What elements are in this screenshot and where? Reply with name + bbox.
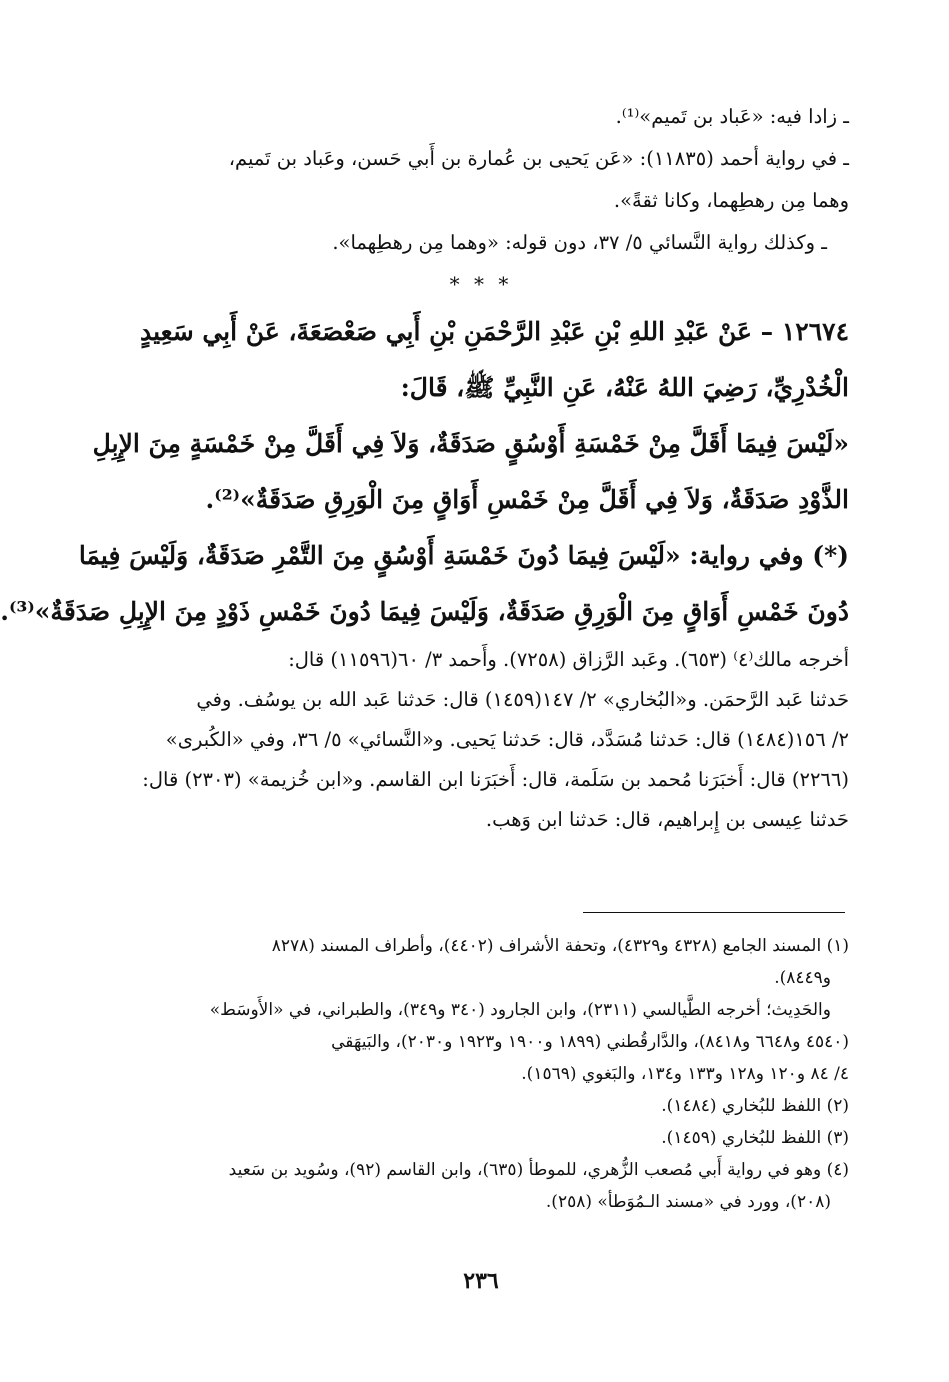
footnote-1-line-1: (١) المسند الجامع (٤٣٢٨ و٤٣٢٩)، وتحفة الأشراف (٤٤٠٢)، وأطراف المسند (٨٢٧٨ [271, 936, 849, 956]
footnote-2: (٢) اللفظ للبُخاري (١٤٨٤). [661, 1096, 849, 1116]
takhrij-line-3: ٢/ ١٥٦(١٤٨٤) قال: حَدثنا مُسَدَّد، قال: حَدثنا يَحيى. و«النَّسائي» ٥/ ٣٦، وفي «الكُبرى» [165, 728, 849, 751]
footnote-divider [583, 912, 845, 913]
footnote-1-line-5: ٤/ ٨٤ و١٢٠ و١٢٨ و١٣٣ و١٣٤، والبَغوي (١٥٦٩). [521, 1064, 849, 1084]
takhrij-line-4: (٢٢٦٦) قال: أَخبَرَنا مُحمد بن سَلَمة، قال: أَخبَرَنا ابن القاسم. و«ابن خُزيمة» (٢٣٠٣) قال: [142, 768, 849, 791]
hadith-variant-line-1: (*) وفي رواية: «لَيْسَ فِيمَا دُونَ خَمْسَةِ أَوْسُقٍ مِنَ التَّمْرِ صَدَقَةٌ، وَلَيْسَ فِيمَا [78, 541, 849, 570]
footnote-3: (٣) اللفظ للبُخاري (١٤٥٩). [661, 1128, 849, 1148]
page-number: ٢٣٦ [463, 1268, 499, 1294]
takhrij-line-5: حَدثنا عِيسى بن إِبراهيم، قال: حَدثنا ابن وَهب. [485, 808, 849, 831]
footnote-1-line-2: و٨٤٤٩). [774, 968, 831, 988]
hadith-matn-line-1: «لَيْسَ فِيمَا أَقَلَّ مِنْ خَمْسَةِ أَوْسُقٍ صَدَقَةٌ، وَلاَ فِي أَقَلَّ مِنْ خَمْسَةٍ مِنَ الإِبِلِ [92, 429, 849, 458]
footnote-1-line-4: (٤٥٤٠ و٦٦٤٨ و٨٤١٨)، والدَّارقُطني (١٨٩٩ و١٩٠٠ و١٩٢٣ و٢٠٣٠)، والبَيهَقي [331, 1032, 849, 1052]
takhrij-line-1: أخرجه مالك⁽٤⁾ (٦٥٣). وعَبد الرَّزاق (٧٢٥٨). وأَحمد ٣/ ٦٠(١١٥٩٦) قال: [288, 648, 849, 671]
hadith-matn-line-2: الذَّوْدِ صَدَقَةٌ، وَلاَ فِي أَقَلَّ مِنْ خَمْسِ أَوَاقٍ مِنَ الْوَرِقِ صَدَقَةٌ»⁽²⁾. [205, 485, 849, 514]
footnote-4-line-1: (٤) وهو في رواية أَبي مُصعب الزُّهري، للموطأ (٦٣٥)، وابن القاسم (٩٢)، وسُويد بن سَعيد [228, 1160, 849, 1180]
footnotes [113, 930, 849, 1218]
intro-line-3: وهما مِن رهطِهما، وكانا ثقةً». [613, 189, 849, 212]
footnote-4-line-2: (٢٠٨)، وورد في «مسند الـمُوَطأ» (٢٥٨). [545, 1192, 831, 1212]
footnote-1-line-3: والحَدِيث؛ أخرجه الطَّيالسي (٢٣١١)، وابن الجارود (٣٤٠ و٣٤٩)، والطبراني، في «الأَوسَط» [209, 1000, 831, 1020]
section-separator: * * * [449, 272, 513, 296]
takhrij-line-2: حَدثنا عَبد الرَّحمَن. و«البُخاري» ٢/ ١٤٧(١٤٥٩) قال: حَدثنا عَبد الله بن يوسُف. وفي [196, 688, 849, 711]
intro-line-1: ـ زادا فيه: «عَباد بن تَميم»⁽¹⁾. [615, 105, 849, 128]
main-text [0, 96, 849, 840]
intro-line-2: ـ في رواية أحمد (١١٨٣٥): «عَن يَحيى بن عُمارة بن أَبي حَسن، وعَباد بن تَميم، [228, 147, 849, 170]
hadith-variant-line-2: دُونَ خَمْسِ أَوَاقٍ مِنَ الْوَرِقِ صَدَقَةٌ، وَلَيْسَ فِيمَا دُونَ خَمْسِ ذَوْدٍ مِنَ الإِبِلِ صَدَقَةٌ»⁽³⁾. [0, 597, 849, 626]
intro-line-4: ـ وكذلك رواية النَّسائي ٥/ ٣٧، دون قوله: «وهما مِن رهطِهما». [332, 231, 827, 254]
hadith-isnad-line-1: ١٢٦٧٤ – عَنْ عَبْدِ اللهِ بْنِ عَبْدِ الرَّحْمَنِ بْنِ أَبِي صَعْصَعَةَ، عَنْ أَبِي سَعِيدٍ [139, 317, 849, 346]
hadith-isnad-line-2: الْخُدْرِيِّ، رَضِيَ اللهُ عَنْهُ، عَنِ النَّبِيِّ ﷺ، قَالَ: [400, 373, 849, 402]
